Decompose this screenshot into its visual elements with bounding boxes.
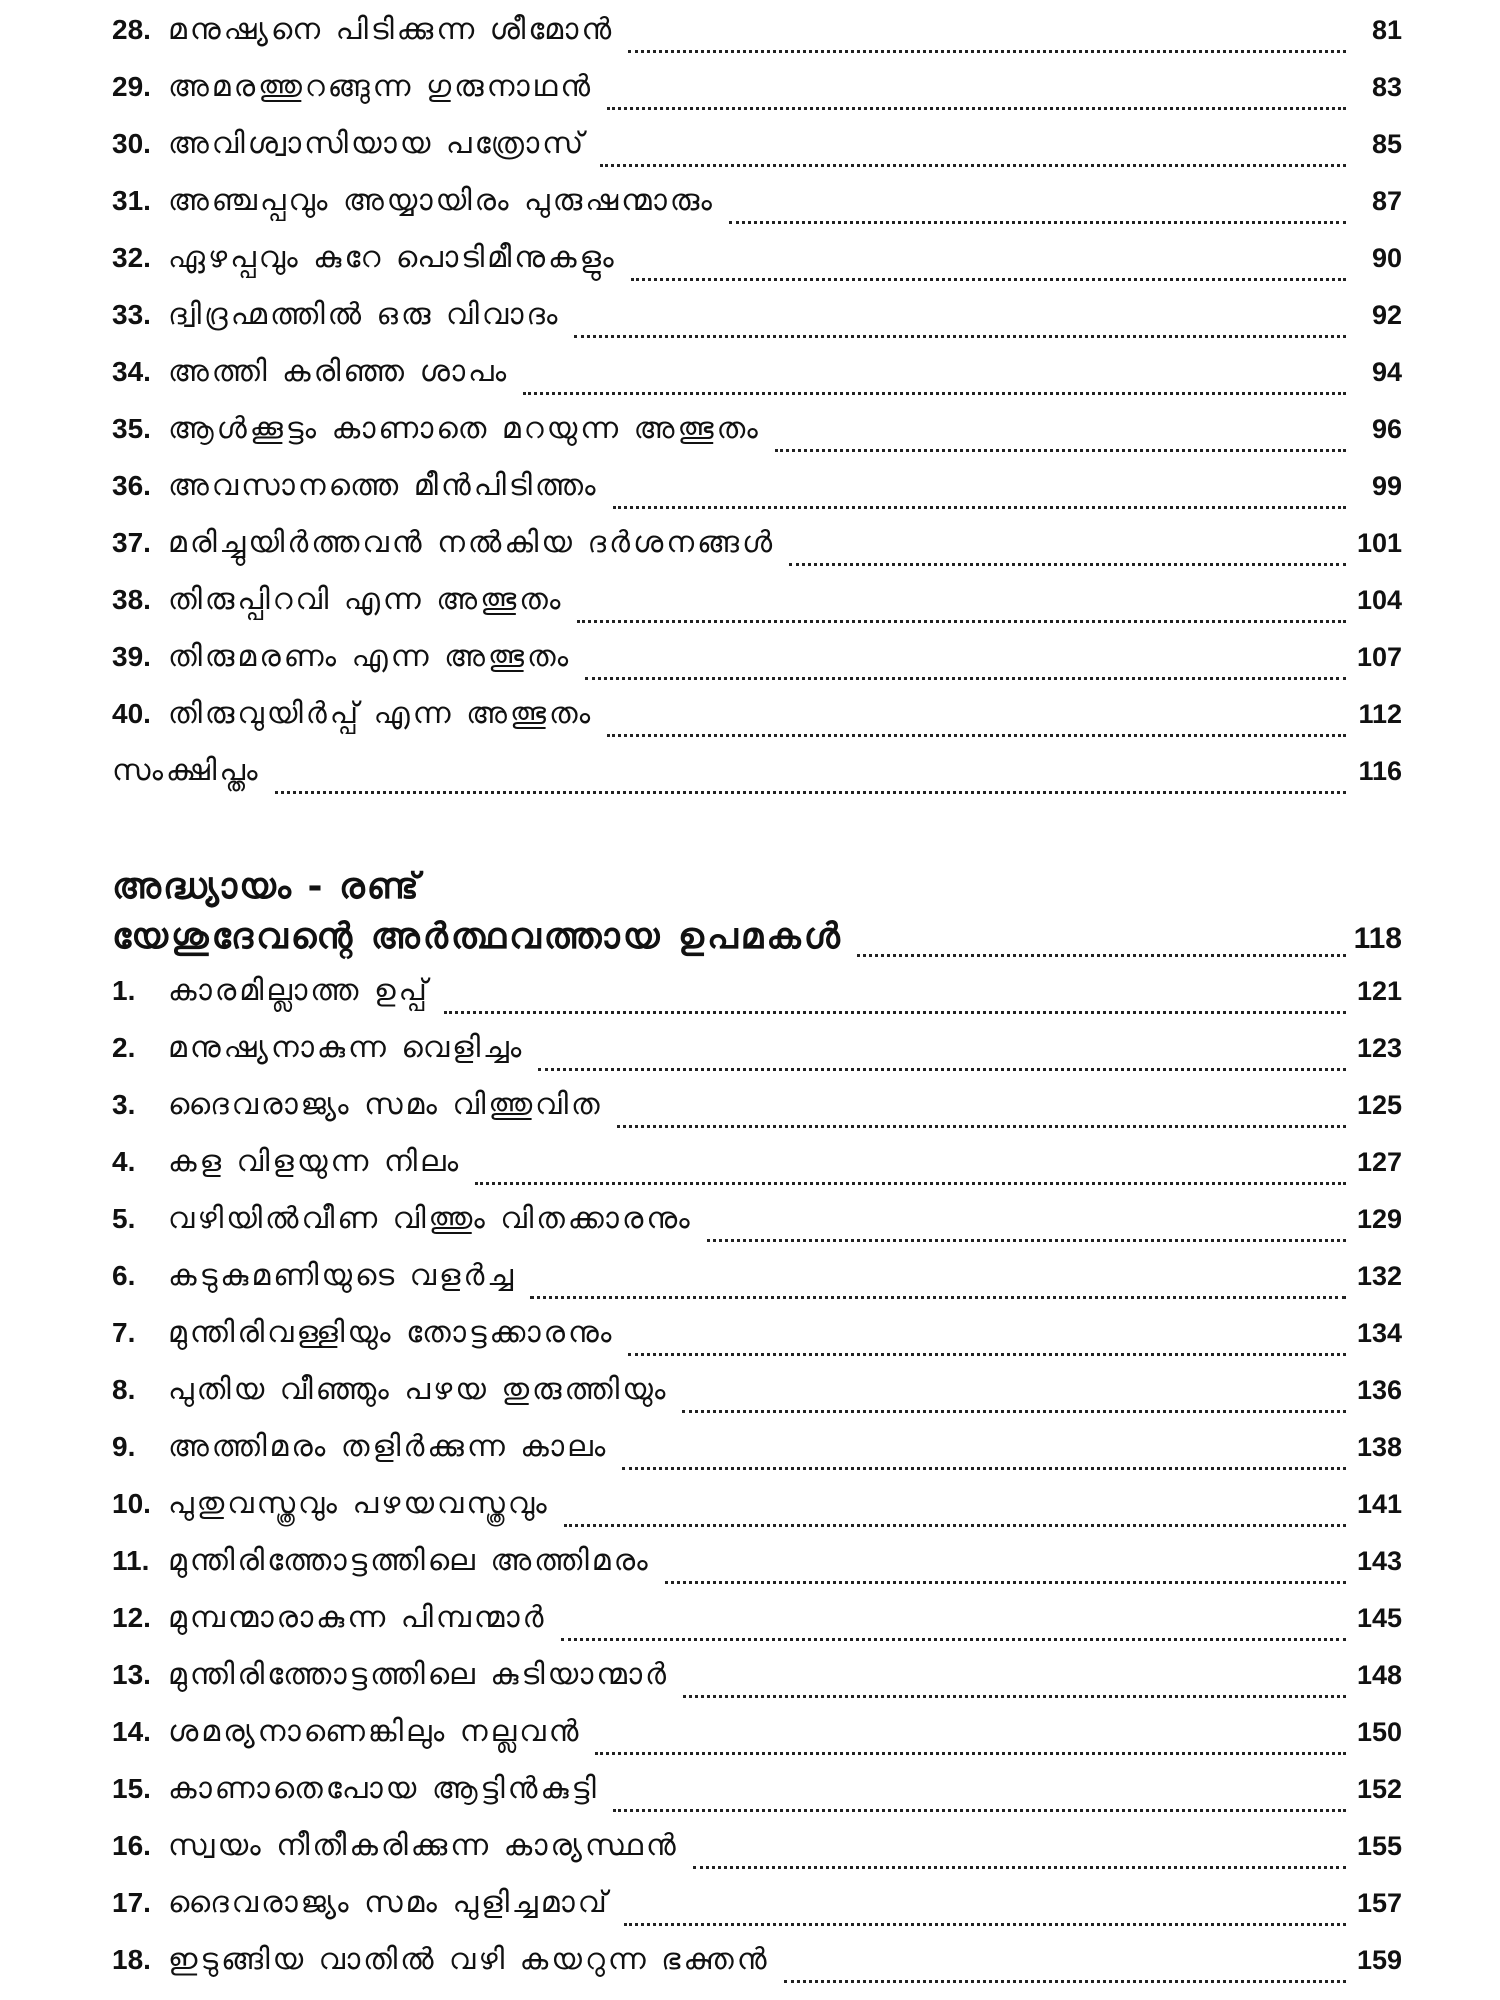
toc-entry [112, 297, 1402, 354]
toc-entry [112, 973, 1402, 1030]
toc-entry [112, 240, 1402, 297]
dot-leader [665, 1581, 1346, 1584]
toc-entry [112, 1828, 1402, 1885]
entry-title: തിരുപ്പിറവി എന്ന അത്ഭുതം [168, 582, 564, 617]
summary-title: സംക്ഷിപ്തം [112, 753, 261, 788]
entry-title: മനുഷ്യനെ പിടിക്കുന്ന ശീമോൻ [168, 12, 615, 47]
toc-part-two [112, 973, 1402, 1999]
entry-number: 31. [112, 185, 151, 216]
entry-number: 28. [112, 14, 151, 45]
entry-page: 104 [1356, 585, 1402, 615]
entry-number: 39. [112, 641, 151, 672]
entry-page: 90 [1371, 243, 1402, 273]
dot-leader [613, 506, 1346, 509]
entry-page: 129 [1356, 1204, 1402, 1234]
entry-title: ദ്വിദ്രഹ്മത്തിൽ ഒരു വിവാദം [168, 297, 561, 332]
entry-number: 8. [112, 1374, 136, 1405]
entry-page: 150 [1356, 1717, 1402, 1747]
entry-page: 107 [1356, 642, 1402, 672]
toc-entry [112, 696, 1402, 753]
toc-entry [112, 1486, 1402, 1543]
entry-page: 125 [1356, 1090, 1402, 1120]
entry-number: 33. [112, 299, 151, 330]
entry-title: കാണാതെപോയ ആട്ടിൻകുട്ടി [168, 1771, 599, 1806]
entry-page: 92 [1371, 300, 1402, 330]
dot-leader [613, 1809, 1346, 1812]
entry-title: കള വിളയുന്ന നിലം [168, 1144, 462, 1179]
dot-leader [275, 791, 1346, 794]
entry-page: 123 [1356, 1033, 1402, 1063]
table-of-contents [112, 12, 1402, 1999]
entry-page: 155 [1356, 1831, 1402, 1861]
entry-number: 35. [112, 413, 151, 444]
dot-leader [628, 50, 1346, 53]
entry-page: 152 [1356, 1774, 1402, 1804]
dot-leader [475, 1182, 1346, 1185]
dot-leader [707, 1239, 1346, 1242]
entry-title: കടുകുമണിയുടെ വളർച്ച [168, 1258, 517, 1293]
entry-page: 81 [1371, 15, 1402, 45]
entry-page: 159 [1356, 1945, 1402, 1975]
entry-title: മനുഷ്യനാകുന്ന വെളിച്ചം [168, 1030, 525, 1065]
entry-number: 38. [112, 584, 151, 615]
entry-number: 7. [112, 1317, 136, 1348]
entry-page: 83 [1371, 72, 1402, 102]
entry-page: 127 [1356, 1147, 1402, 1177]
entry-page: 143 [1356, 1546, 1402, 1576]
entry-number: 18. [112, 1944, 151, 1975]
entry-title: വഴിയിൽവീണ വിത്തും വിതക്കാരനും [168, 1201, 693, 1236]
entry-number: 29. [112, 71, 151, 102]
toc-entry [112, 1429, 1402, 1486]
entry-number: 16. [112, 1830, 151, 1861]
toc-entry [112, 1030, 1402, 1087]
entry-title: മുന്തിരിത്തോട്ടത്തിലെ കുടിയാന്മാർ [168, 1657, 670, 1692]
entry-page: 96 [1371, 414, 1402, 444]
dot-leader [729, 221, 1346, 224]
entry-title: ശമര്യനാണെങ്കിലും നല്ലവൻ [168, 1714, 582, 1749]
toc-summary-row [112, 753, 1402, 810]
toc-entry [112, 12, 1402, 69]
chapter-heading: അദ്ധ്യായം - രണ്ട് [112, 866, 421, 907]
entry-title: അമരത്തുറങ്ങുന്ന ഗുരുനാഥൻ [168, 69, 594, 104]
entry-number: 40. [112, 698, 151, 729]
entry-number: 15. [112, 1773, 151, 1804]
entry-title: ആൾക്കൂട്ടം കാണാതെ മറയുന്ന അത്ഭുതം [168, 411, 761, 446]
dot-leader [607, 107, 1346, 110]
toc-entry [112, 1201, 1402, 1258]
dot-leader [682, 1410, 1346, 1413]
chapter-subtitle-row [112, 916, 1402, 973]
entry-number: 3. [112, 1089, 136, 1120]
entry-number: 32. [112, 242, 151, 273]
dot-leader [577, 620, 1346, 623]
entry-title: മരിച്ചുയിർത്തവൻ നൽകിയ ദർശനങ്ങൾ [168, 525, 776, 560]
entry-number: 5. [112, 1203, 136, 1234]
toc-entry [112, 1543, 1402, 1600]
dot-leader [857, 954, 1346, 957]
chapter-subtitle: യേശുദേവന്റെ അർത്ഥവത്തായ ഉപമകൾ [112, 916, 843, 957]
entry-title: തിരുമരണം എന്ന അത്ഭുതം [168, 639, 572, 674]
entry-title: അത്തി കരിഞ്ഞ ശാപം [168, 354, 510, 389]
dot-leader [538, 1068, 1346, 1071]
entry-number: 13. [112, 1659, 151, 1690]
dot-leader [600, 164, 1346, 167]
dot-leader [683, 1695, 1346, 1698]
entry-page: 138 [1356, 1432, 1402, 1462]
toc-entry [112, 639, 1402, 696]
entry-title: മുന്തിരിവള്ളിയും തോട്ടക്കാരനും [168, 1315, 615, 1350]
toc-entry [112, 126, 1402, 183]
dot-leader [523, 392, 1346, 395]
toc-entry [112, 1771, 1402, 1828]
toc-entry [112, 1885, 1402, 1942]
toc-entry [112, 1942, 1402, 1999]
entry-title: ഇടുങ്ങിയ വാതിൽ വഴി കയറുന്ന ഭക്തൻ [168, 1942, 770, 1977]
entry-number: 34. [112, 356, 151, 387]
dot-leader [561, 1638, 1346, 1641]
entry-number: 1. [112, 975, 136, 1006]
toc-entry [112, 1714, 1402, 1771]
toc-entry [112, 69, 1402, 126]
dot-leader [784, 1980, 1346, 1983]
entry-page: 134 [1356, 1318, 1402, 1348]
entry-title: ദൈവരാജ്യം സമം പുളിച്ചമാവ് [168, 1885, 610, 1920]
dot-leader [564, 1524, 1346, 1527]
entry-title: പുതിയ വീഞ്ഞും പഴയ തുരുത്തിയും [168, 1372, 669, 1407]
entry-number: 37. [112, 527, 151, 558]
entry-page: 148 [1356, 1660, 1402, 1690]
dot-leader [622, 1467, 1346, 1470]
entry-number: 2. [112, 1032, 136, 1063]
toc-entry [112, 183, 1402, 240]
toc-entry [112, 1315, 1402, 1372]
entry-title: മുന്തിരിത്തോട്ടത്തിലെ അത്തിമരം [168, 1543, 651, 1578]
entry-page: 145 [1356, 1603, 1402, 1633]
entry-number: 11. [112, 1545, 150, 1576]
entry-number: 17. [112, 1887, 151, 1918]
toc-entry [112, 582, 1402, 639]
toc-entry [112, 1144, 1402, 1201]
dot-leader [574, 335, 1346, 338]
dot-leader [693, 1866, 1346, 1869]
toc-entry [112, 1600, 1402, 1657]
entry-page: 87 [1371, 186, 1402, 216]
entry-title: തിരുവുയിർപ്പ് എന്ന അത്ഭുതം [168, 696, 594, 731]
dot-leader [585, 677, 1346, 680]
entry-page: 85 [1371, 129, 1402, 159]
entry-page: 141 [1356, 1489, 1402, 1519]
entry-title: സ്വയം നീതീകരിക്കുന്ന കാര്യസ്ഥൻ [168, 1828, 679, 1863]
toc-entry [112, 1657, 1402, 1714]
dot-leader [628, 1353, 1346, 1356]
entry-title: മുമ്പന്മാരാകുന്ന പിമ്പന്മാർ [168, 1600, 547, 1635]
entry-page: 101 [1356, 528, 1402, 558]
entry-page: 112 [1358, 699, 1402, 729]
dot-leader [775, 449, 1346, 452]
entry-number: 12. [112, 1602, 151, 1633]
entry-title: പുതുവസ്ത്രവും പഴയവസ്ത്രവും [168, 1486, 550, 1521]
toc-entry [112, 468, 1402, 525]
chapter-page: 118 [1353, 922, 1402, 955]
entry-number: 10. [112, 1488, 151, 1519]
dot-leader [607, 734, 1346, 737]
toc-entry [112, 525, 1402, 582]
toc-entry [112, 411, 1402, 468]
dot-leader [789, 563, 1346, 566]
dot-leader [624, 1923, 1346, 1926]
entry-number: 4. [112, 1146, 136, 1177]
entry-title: ദൈവരാജ്യം സമം വിത്തുവിത [168, 1087, 603, 1122]
entry-page: 99 [1371, 471, 1402, 501]
entry-page: 157 [1356, 1888, 1402, 1918]
entry-title: ഏഴപ്പവും കുറേ പൊടിമീനുകളും [168, 240, 617, 275]
entry-number: 30. [112, 128, 151, 159]
summary-page: 116 [1358, 756, 1402, 786]
entry-page: 94 [1371, 357, 1402, 387]
entry-page: 132 [1356, 1261, 1402, 1291]
toc-part-one [112, 12, 1402, 753]
toc-entry [112, 1258, 1402, 1315]
dot-leader [617, 1125, 1346, 1128]
toc-entry [112, 1372, 1402, 1429]
entry-title: അവിശ്വാസിയായ പത്രോസ് [168, 126, 587, 161]
entry-number: 9. [112, 1431, 136, 1462]
entry-number: 6. [112, 1260, 136, 1291]
entry-title: കാരമില്ലാത്ത ഉപ്പ് [168, 973, 430, 1008]
toc-entry [112, 354, 1402, 411]
dot-leader [595, 1752, 1346, 1755]
entry-page: 136 [1356, 1375, 1402, 1405]
entry-number: 14. [112, 1716, 151, 1747]
entry-title: അഞ്ചപ്പവും അയ്യായിരം പുരുഷന്മാരും [168, 183, 715, 218]
entry-number: 36. [112, 470, 151, 501]
dot-leader [631, 278, 1346, 281]
dot-leader [530, 1296, 1346, 1299]
dot-leader [444, 1011, 1346, 1014]
entry-page: 121 [1356, 976, 1402, 1006]
entry-title: അവസാനത്തെ മീൻപിടിത്തം [168, 468, 599, 503]
entry-title: അത്തിമരം തളിർക്കുന്ന കാലം [168, 1429, 609, 1464]
toc-entry [112, 1087, 1402, 1144]
